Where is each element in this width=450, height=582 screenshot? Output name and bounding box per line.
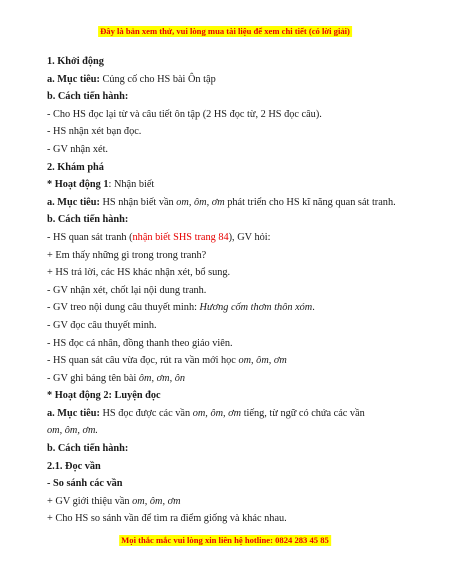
step-line: - HS đọc cá nhân, đồng thanh theo giáo viên. [47, 337, 233, 349]
step-line: + Cho HS so sánh vần để tìm ra điểm giống và khác nhau. [47, 513, 287, 525]
step-line: - HS quan sát tranh (nhận biết SHS trang 84), GV hỏi: [47, 231, 271, 243]
document-body [47, 53, 407, 528]
step-line: + Em thấy những gì trong trong tranh? [47, 249, 207, 261]
step-line: - GV đọc câu thuyết minh. [47, 319, 157, 331]
step-line: - HS quan sát câu vừa đọc, rút ra vần mới học om, ôm, ơm [47, 355, 287, 367]
cach-tien-hanh-1: b. Cách tiến hành: [47, 91, 129, 103]
step-line: - GV ghi bảng tên bài ôm, ơm, ôn [47, 372, 186, 384]
cach-tien-hanh-3: b. Cách tiến hành: [47, 443, 129, 455]
step-line: - Cho HS đọc lại từ và câu tiết ôn tập (2 HS đọc từ, 2 HS đọc câu). [47, 108, 322, 120]
hoat-dong-2: * Hoạt động 2: Luyện đọc [47, 390, 161, 402]
step-line: - GV nhận xét. [47, 143, 109, 155]
muc-tieu-3-cont: om, ôm, ơm. [47, 425, 98, 437]
step-line: + HS trả lời, các HS khác nhận xét, bổ sung. [47, 267, 231, 279]
muc-tieu-1: a. Mục tiêu: Củng cố cho HS bài Ôn tập [47, 73, 216, 85]
step-line: - GV nhận xét, chốt lại nội dung tranh. [47, 284, 207, 296]
heading-khoi-dong: 1. Khởi động [47, 56, 104, 67]
hoat-dong-1: * Hoạt động 1: Nhận biết [47, 179, 155, 191]
subheading-so-sanh: - So sánh các vần [47, 478, 123, 490]
cach-tien-hanh-2: b. Cách tiến hành: [47, 214, 129, 226]
step-line: + GV giới thiệu vần om, ôm, ơm [47, 495, 181, 507]
heading-kham-pha: 2. Khám phá [47, 161, 104, 173]
hotline-banner: Mọi thắc mắc vui lòng xin liên hệ hotline: 0824 283 45 85 [121, 535, 329, 545]
step-line: - HS nhận xét bạn đọc. [47, 126, 142, 138]
heading-doc-van: 2.1. Đọc vần [47, 460, 101, 472]
muc-tieu-3: a. Mục tiêu: HS đọc được các vần om, ôm, ơm tiếng, từ ngữ có chứa các vần [47, 407, 365, 419]
preview-banner: Đây là bản xem thử, vui lòng mua tài liệu để xem chi tiết (có lời giải) [100, 26, 350, 36]
step-line: - GV treo nội dung câu thuyết minh: Hương cốm thơm thôn xóm. [47, 302, 315, 314]
textbook-reference: nhận biết SHS trang 84 [132, 231, 229, 243]
muc-tieu-2: a. Mục tiêu: HS nhận biết vần om, ôm, ơm phát triển cho HS kĩ năng quan sát tranh. [47, 196, 396, 208]
